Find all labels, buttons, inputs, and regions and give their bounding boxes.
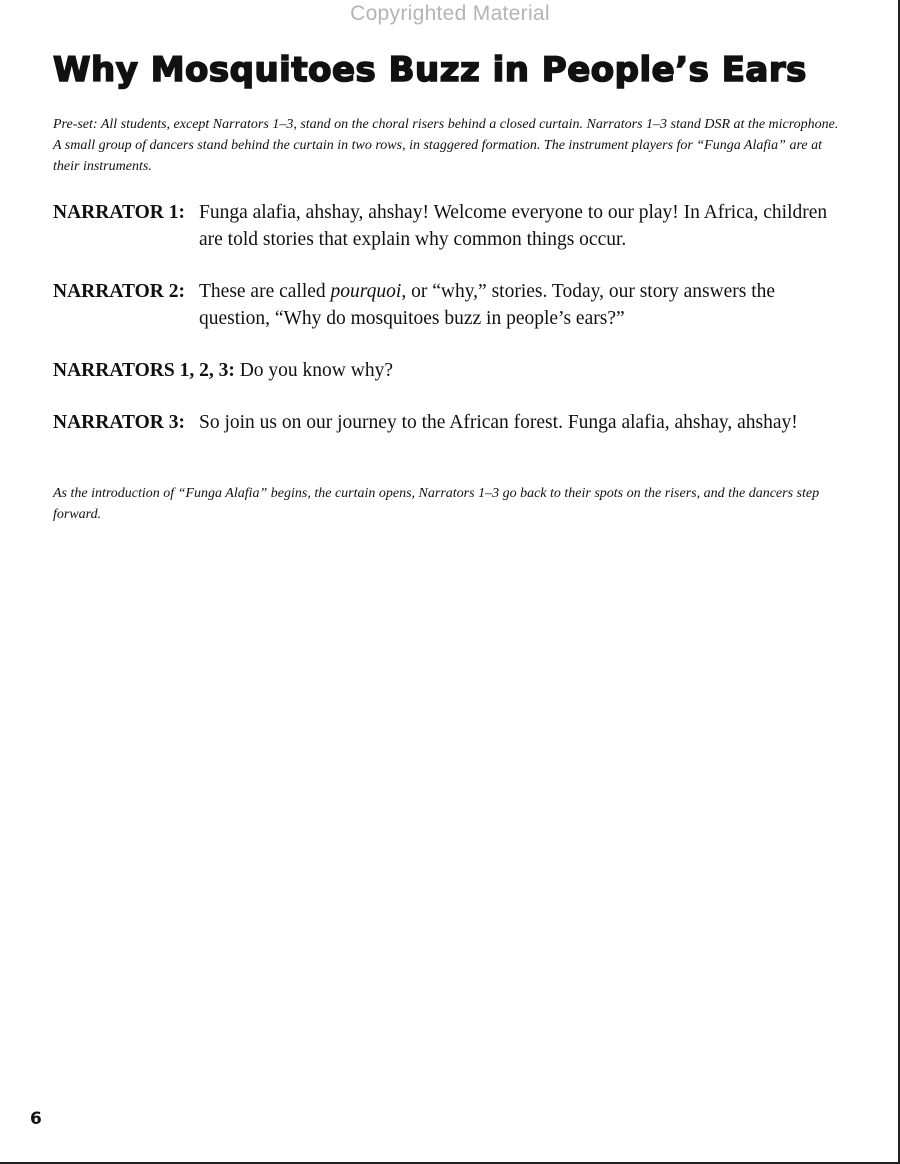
page-number: 6 [30, 1109, 42, 1129]
speaker-label: NARRATOR 2: [53, 281, 185, 302]
dialogue-text-italic: pourquoi [330, 281, 402, 302]
speaker-label: NARRATORS 1, 2, 3: [53, 360, 235, 381]
copyright-watermark: Copyrighted Material [350, 2, 550, 25]
speaker-label: NARRATOR 1: [53, 202, 185, 223]
dialogue-text-part: , or “why,” stories. Today, our story answers the question, “Why do mosquitoes buzz in people’s ears?” [199, 281, 776, 329]
dialogue-text [199, 278, 843, 332]
preset-label: Pre-set: [53, 117, 98, 132]
preset-stage-direction [53, 114, 843, 177]
dialogue-line-narrator-3 [53, 409, 843, 436]
dialogue-line-narrator-1 [53, 199, 843, 253]
dialogue-line-narrators-1-2-3 [53, 357, 843, 384]
page-title: Why Mosquitoes Buzz in People’s Ears [53, 50, 807, 90]
dialogue-text: So join us on our journey to the African forest. Funga alafia, ahshay, ahshay! [199, 412, 798, 433]
dialogue-line-narrator-2 [53, 278, 843, 332]
dialogue-text: Funga alafia, ahshay, ahshay! Welcome everyone to our play! In Africa, children are told stories that explain why common things occur. [199, 202, 828, 250]
speaker-label: NARRATOR 3: [53, 412, 185, 433]
dialogue-text-part: These are called [199, 281, 331, 302]
dialogue-text: Do you know why? [239, 360, 393, 381]
closing-stage-direction: As the introduction of “Funga Alafia” begins, the curtain opens, Narrators 1–3 go back to their spots on the risers, and the dancers step forward. [53, 486, 820, 522]
preset-text: All students, except Narrators 1–3, stand on the choral risers behind a closed curtain. Narrators 1–3 stand DSR at the microphone. A small group of dancers stand behind the curtain in two rows, in staggered formation. The instrument players for “Funga Alafia” are at their instruments. [53, 117, 839, 174]
